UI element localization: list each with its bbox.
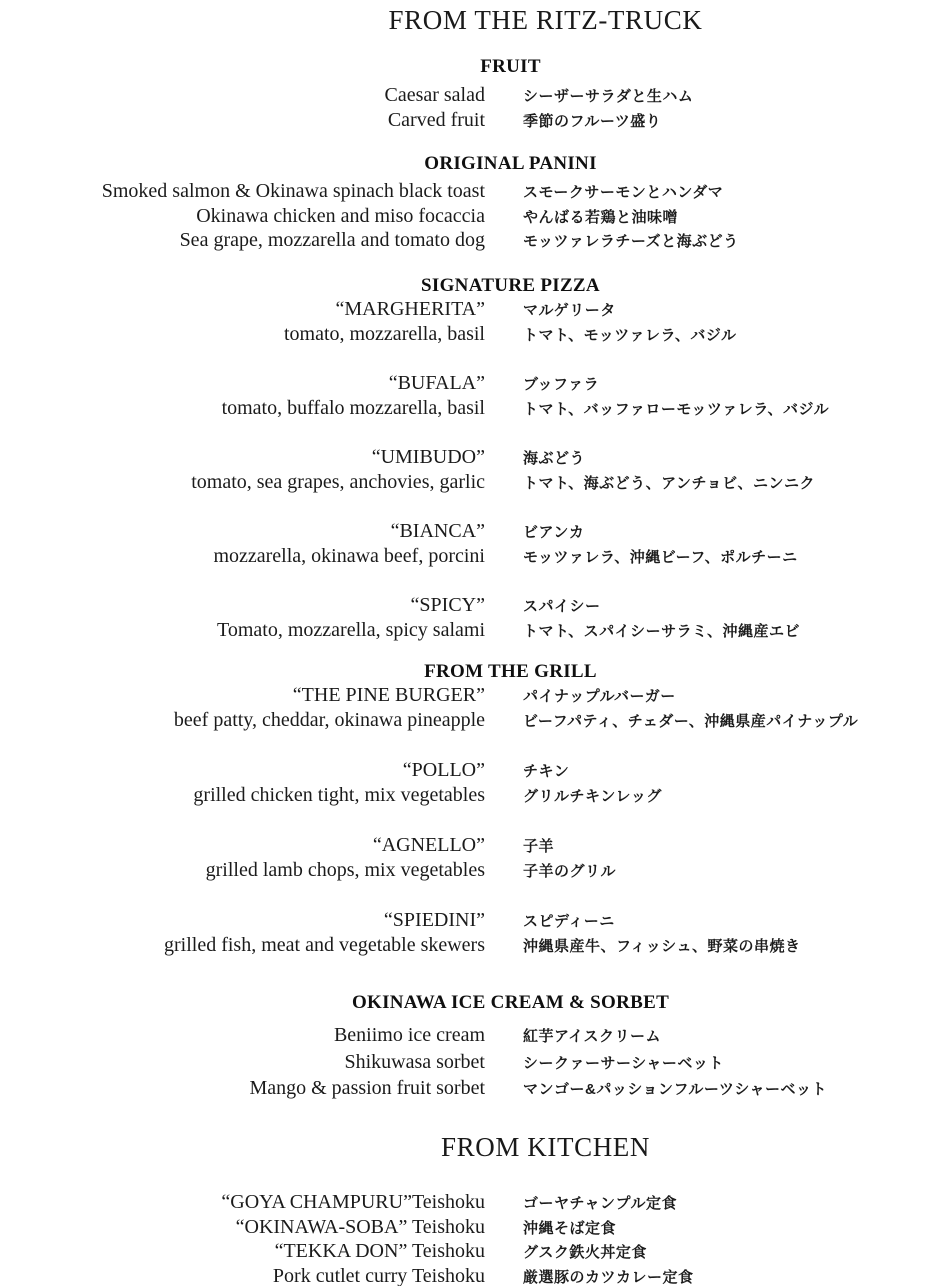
item-en: Pork cutlet curry Teishoku [272,1264,485,1286]
item-en: “GOYA CHAMPURU”Teishoku [221,1191,485,1213]
menu-item-row [0,1076,951,1103]
item-jp: ゴーヤチャンプル定食 [523,1195,677,1212]
item-name-jp: スパイシー [523,598,601,615]
item-name-en: “AGNELLO” [372,834,485,856]
item-desc-en: tomato, mozzarella, basil [283,322,485,345]
item-name-jp: スピディーニ [523,913,615,930]
menu-item-row [0,859,951,884]
item-en: Caesar salad [384,84,485,106]
item-desc-en: mozzarella, okinawa beef, porcini [213,544,485,567]
item-name-en: “MARGHERITA” [335,298,485,320]
item-name-en: “SPIEDINI” [383,909,485,931]
item-jp: 季節のフルーツ盛り [523,112,662,130]
item-jp: スモークサーモンとハンダマ [523,184,724,201]
menu-item-row [0,619,951,644]
section-kitchen [0,1191,951,1286]
menu-item-row [0,1050,951,1077]
item-jp: モッツァレラチーズと海ぶどう [523,233,739,250]
item-desc-en: Tomato, mozzarella, spicy salami [217,618,485,641]
item-en: Mango & passion fruit sorbet [249,1077,485,1099]
item-name-jp: 海ぶどう [523,450,586,467]
menu-item-row [0,84,951,109]
item-jp: グスク鉄火丼定食 [523,1244,647,1261]
menu-item-row [0,934,951,959]
section-header-pizza: SIGNATURE PIZZA [421,275,600,296]
item-desc-jp: モッツァレラ、沖縄ビーフ、ポルチーニ [523,548,798,566]
menu-item-row [0,298,951,323]
menu-item-row [0,446,951,471]
menu-item-row [0,229,951,254]
item-jp: 沖縄そば定食 [523,1219,617,1237]
menu-item-row [0,759,951,784]
menu-item-row [0,1216,951,1241]
item-desc-jp: トマト、バッファローモッツァレラ、バジル [523,400,830,418]
pizza-group-bianca [0,520,951,569]
item-desc-en: beef patty, cheddar, okinawa pineapple [173,708,485,731]
section-fruit [0,55,951,133]
item-name-en: “POLLO” [402,759,485,781]
item-name-en: “THE PINE BURGER” [292,684,485,706]
item-name-jp: マルゲリータ [523,302,616,319]
item-jp: シークァーサーシャーベット [523,1054,724,1072]
item-desc-en: grilled chicken tight, mix vegetables [193,783,485,806]
item-desc-jp: トマト、モッツァレラ、バジル [523,326,737,344]
item-en: Okinawa chicken and miso focaccia [196,204,485,227]
section-icecream [0,991,951,1103]
item-en: Beniimo ice cream [333,1024,485,1046]
section-header-fruit: FRUIT [480,56,541,77]
menu-item-row [0,372,951,397]
item-en: Smoked salmon & Okinawa spinach black toast [101,180,485,202]
menu-item-row [0,834,951,859]
item-desc-jp: 子羊のグリル [523,862,617,880]
item-desc-en: tomato, buffalo mozzarella, basil [221,396,485,419]
item-en: Sea grape, mozzarella and tomato dog [179,229,485,251]
item-name-en: “SPICY” [410,594,485,616]
pizza-group-margherita [0,298,951,347]
grill-group-pine-burger [0,684,951,733]
section-panini [0,152,951,254]
menu-item-row [0,594,951,619]
menu-item-row [0,520,951,545]
pizza-group-umibudo [0,446,951,495]
grill-group-pollo [0,759,951,808]
menu-item-row [0,180,951,205]
item-en: “TEKKA DON” Teishoku [274,1240,485,1262]
item-desc-jp: トマト、海ぶどう、アンチョビ、ニンニク [523,474,815,492]
item-name-jp: ブッファラ [523,376,600,393]
menu-item-row [0,205,951,230]
pizza-group-spicy [0,594,951,643]
item-en: Carved fruit [387,108,485,131]
item-desc-jp: ビーフパティ、チェダー、沖縄県産パイナップル [523,712,859,730]
section-header-icecream: OKINAWA ICE CREAM & SORBET [351,992,670,1013]
item-name-jp: パイナップルバーガー [523,688,676,705]
section-header-grill: FROM THE GRILL [424,661,597,682]
item-desc-en: grilled fish, meat and vegetable skewers [164,933,485,956]
item-jp: マンゴー&パッションフルーツシャーベット [523,1081,828,1098]
menu-item-row [0,323,951,348]
item-name-jp: チキン [523,763,570,780]
item-name-en: “BIANCA” [390,520,485,542]
item-jp: 厳選豚のカツカレー定食 [523,1268,694,1286]
item-en: “OKINAWA-SOBA” Teishoku [235,1215,485,1238]
item-desc-en: tomato, sea grapes, anchovies, garlic [191,470,485,493]
item-jp: 紅芋アイスクリーム [523,1028,662,1045]
grill-group-spiedini [0,909,951,958]
pizza-group-bufala [0,372,951,421]
menu-item-row [0,709,951,734]
section-header-panini: ORIGINAL PANINI [424,153,597,174]
item-desc-jp: グリルチキンレッグ [523,787,662,805]
menu-item-row [0,1240,951,1265]
item-desc-jp: 沖縄県産牛、フィッシュ、野菜の串焼き [523,937,801,955]
menu-item-row [0,397,951,422]
menu-item-row [0,1265,951,1286]
section-grill [0,660,951,958]
kitchen-title: FROM KITCHEN [441,1132,650,1162]
menu-item-row [0,784,951,809]
item-en: Shikuwasa sorbet [344,1050,485,1073]
item-jp: シーザーサラダと生ハム [523,88,694,105]
menu-item-row [0,1191,951,1216]
section-pizza [0,274,951,643]
menu-item-row [0,109,951,134]
page-title: FROM THE RITZ-TRUCK [388,5,703,35]
item-jp: やんばる若鶏と油味噌 [523,208,679,226]
grill-group-agnello [0,834,951,883]
menu-item-row [0,909,951,934]
item-desc-jp: トマト、スパイシーサラミ、沖縄産エビ [523,622,801,640]
menu-item-row [0,471,951,496]
menu-item-row [0,1023,951,1050]
item-name-jp: ビアンカ [523,524,585,541]
menu-item-row [0,684,951,709]
item-name-en: “BUFALA” [388,372,485,394]
item-desc-en: grilled lamb chops, mix vegetables [205,858,485,881]
item-name-jp: 子羊 [523,838,555,855]
item-name-en: “UMIBUDO” [371,446,485,468]
menu-item-row [0,545,951,570]
